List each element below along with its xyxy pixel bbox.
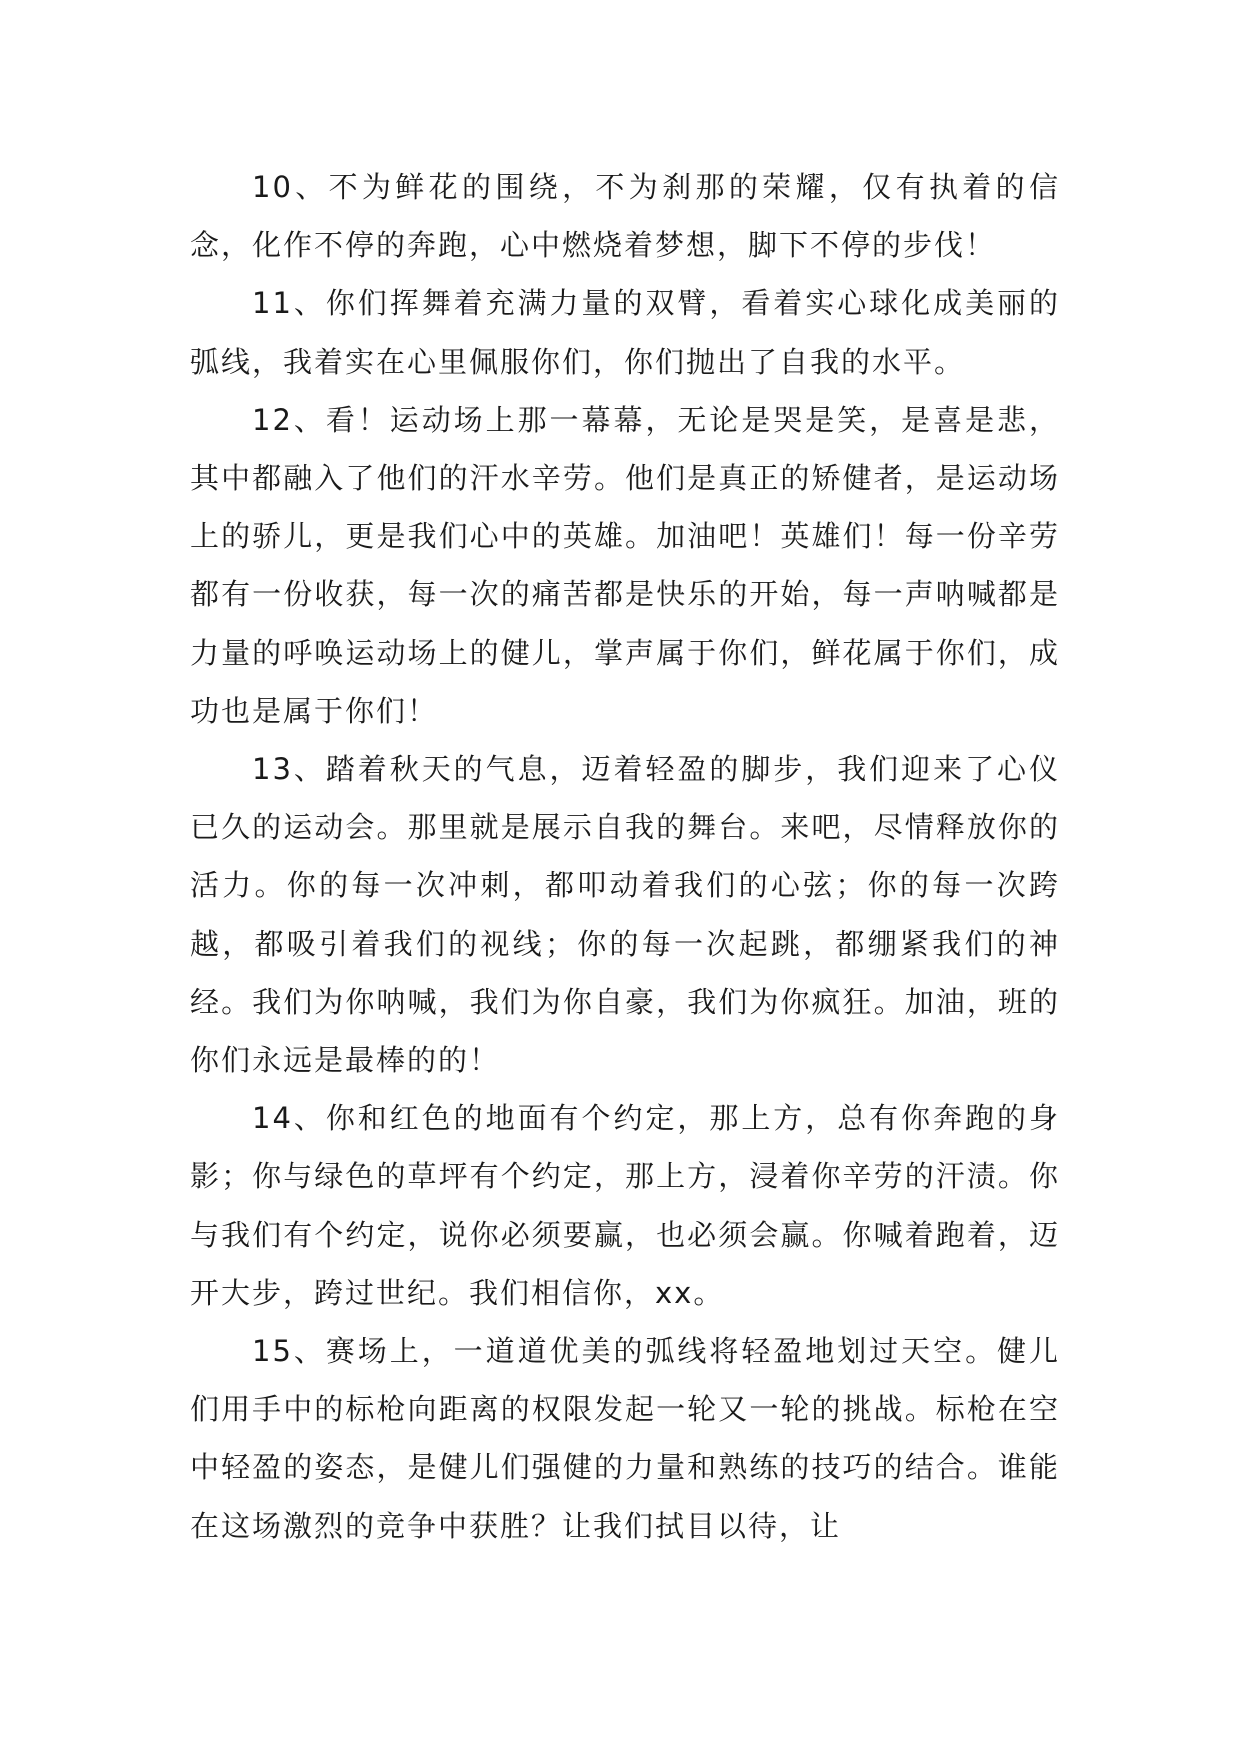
paragraph-10: 10、不为鲜花的围绕，不为刹那的荣耀，仅有执着的信念，化作不停的奔跑，心中燃烧着梦想，脚下不停的步伐！ bbox=[190, 170, 1060, 263]
paragraph-13: 13、踏着秋天的气息，迈着轻盈的脚步，我们迎来了心仪已久的运动会。那里就是展示自我的舞台。来吧，尽情释放你的活力。你的每一次冲刺，都叩动着我们的心弦；你的每一次跨越，都吸引着我们的视线；你的每一次起跳，都绷紧我们的神经。我们为你呐喊，我们为你自豪，我们为你疯狂。加油，班的你们永远是最棒的的！ bbox=[190, 752, 1060, 1078]
paragraph-11: 11、你们挥舞着充满力量的双臂，看着实心球化成美丽的弧线，我着实在心里佩服你们，你们抛出了自我的水平。 bbox=[190, 286, 1060, 379]
paragraph-12: 12、看！运动场上那一幕幕，无论是哭是笑，是喜是悲，其中都融入了他们的汗水辛劳。他们是真正的矫健者，是运动场上的骄儿，更是我们心中的英雄。加油吧！英雄们！每一份辛劳都有一份收获，每一次的痛苦都是快乐的开始，每一声呐喊都是力量的呼唤运动场上的健儿，掌声属于你们，鲜花属于你们，成功也是属于你们！ bbox=[190, 402, 1060, 728]
paragraph-14: 14、你和红色的地面有个约定，那上方，总有你奔跑的身影；你与绿色的草坪有个约定，那上方，浸着你辛劳的汗渍。你与我们有个约定，说你必须要赢，也必须会赢。你喊着跑着，迈开大步，跨过世纪。我们相信你，xx。 bbox=[190, 1101, 1060, 1310]
document-body bbox=[190, 158, 1060, 1555]
paragraph-15: 15、赛场上，一道道优美的弧线将轻盈地划过天空。健儿们用手中的标枪向距离的权限发起一轮又一轮的挑战。标枪在空中轻盈的姿态，是健儿们强健的力量和熟练的技巧的结合。谁能在这场激烈的竞争中获胜？让我们拭目以待，让 bbox=[190, 1334, 1060, 1543]
